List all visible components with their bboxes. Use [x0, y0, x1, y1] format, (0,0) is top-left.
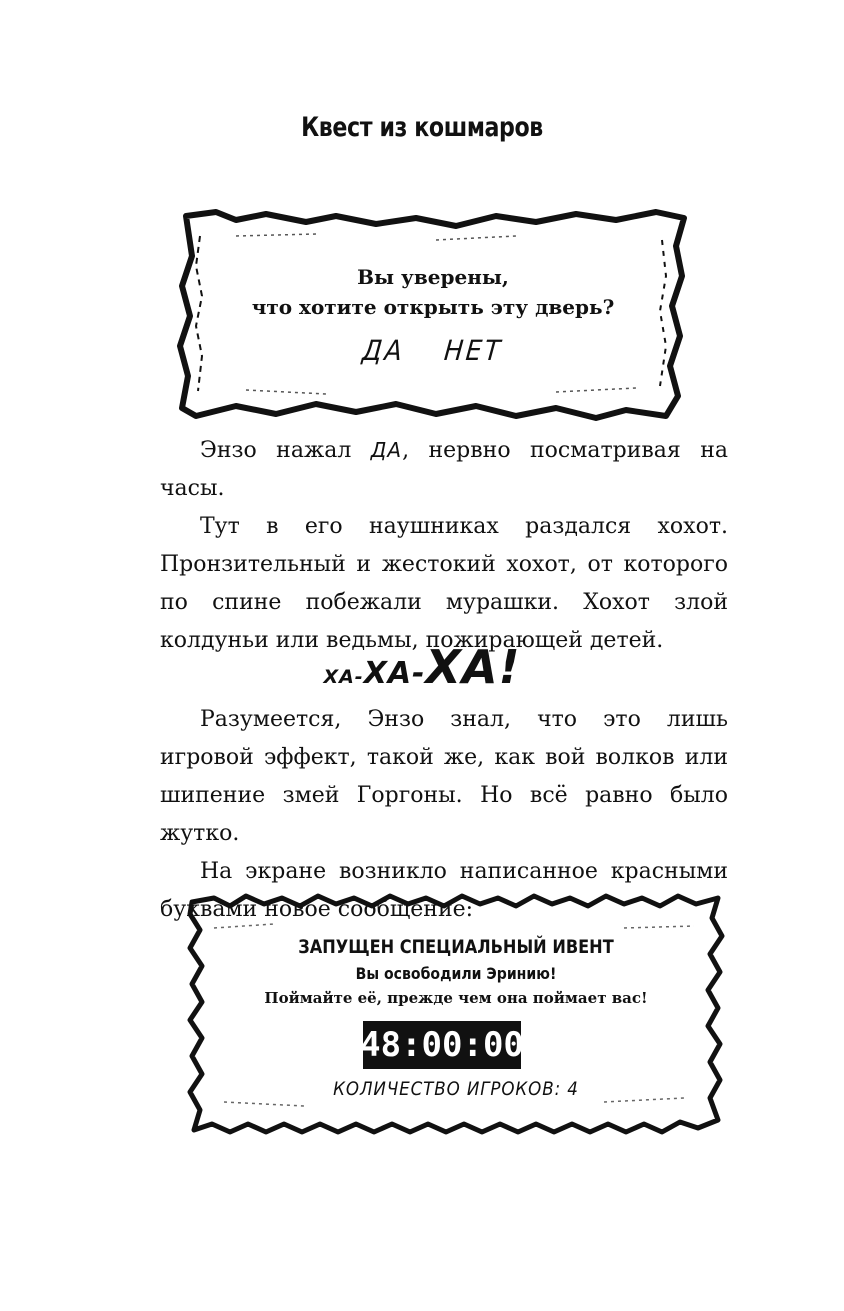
paragraph-2: Тут в его наушниках раздался хохот. Пронзительный и жестокий хохот, от которого по спине побежали мурашки. Хохот злой колдуньи или ведьмы, пожирающей детей. — [160, 514, 728, 653]
event-warning: Поймайте её, прежде чем она поймает вас! — [264, 989, 648, 1007]
paragraph-3: Разумеется, Энзо знал, что это лишь игровой эффект, такой же, как вой волков или шипение змей Горгоны. Но всё равно было жутко. — [160, 707, 728, 846]
paragraph-1: Энзо нажал ДА, нервно посматривая на часы. — [160, 438, 728, 501]
player-count: КОЛИЧЕСТВО ИГРОКОВ: 4 — [333, 1078, 579, 1100]
countdown-timer: 48:00:00 — [363, 1021, 521, 1069]
paragraph-4: На экране возникло написанное красными буквами новое сообщение: — [160, 859, 728, 922]
page-title: Квест из кошмаров — [301, 112, 543, 143]
dialog-answers — [176, 334, 690, 367]
event-title: ЗАПУЩЕН СПЕЦИАЛЬНЫЙ ИВЕНТ — [298, 936, 614, 958]
laugh-sound-effect — [0, 640, 844, 700]
laugh-part-3: ХА! — [425, 640, 521, 694]
torn-paper-frame-icon — [184, 888, 728, 1138]
no-button[interactable]: НЕТ — [442, 334, 505, 367]
dialog-question-line2: что хотите открыть эту дверь? — [251, 295, 615, 319]
story-text-block-1 — [160, 431, 728, 660]
event-dialog-scroll — [184, 888, 728, 1138]
confirm-dialog-scroll — [176, 206, 690, 424]
inline-yes-word: ДА — [370, 438, 403, 462]
event-subtitle: Вы освободили Эринию! — [355, 964, 557, 983]
yes-button[interactable]: ДА — [360, 334, 407, 367]
dialog-question-line1: Вы уверены, — [357, 265, 509, 289]
laugh-part-2: ХА- — [363, 656, 426, 691]
laugh-part-1: ХА- — [323, 666, 364, 688]
